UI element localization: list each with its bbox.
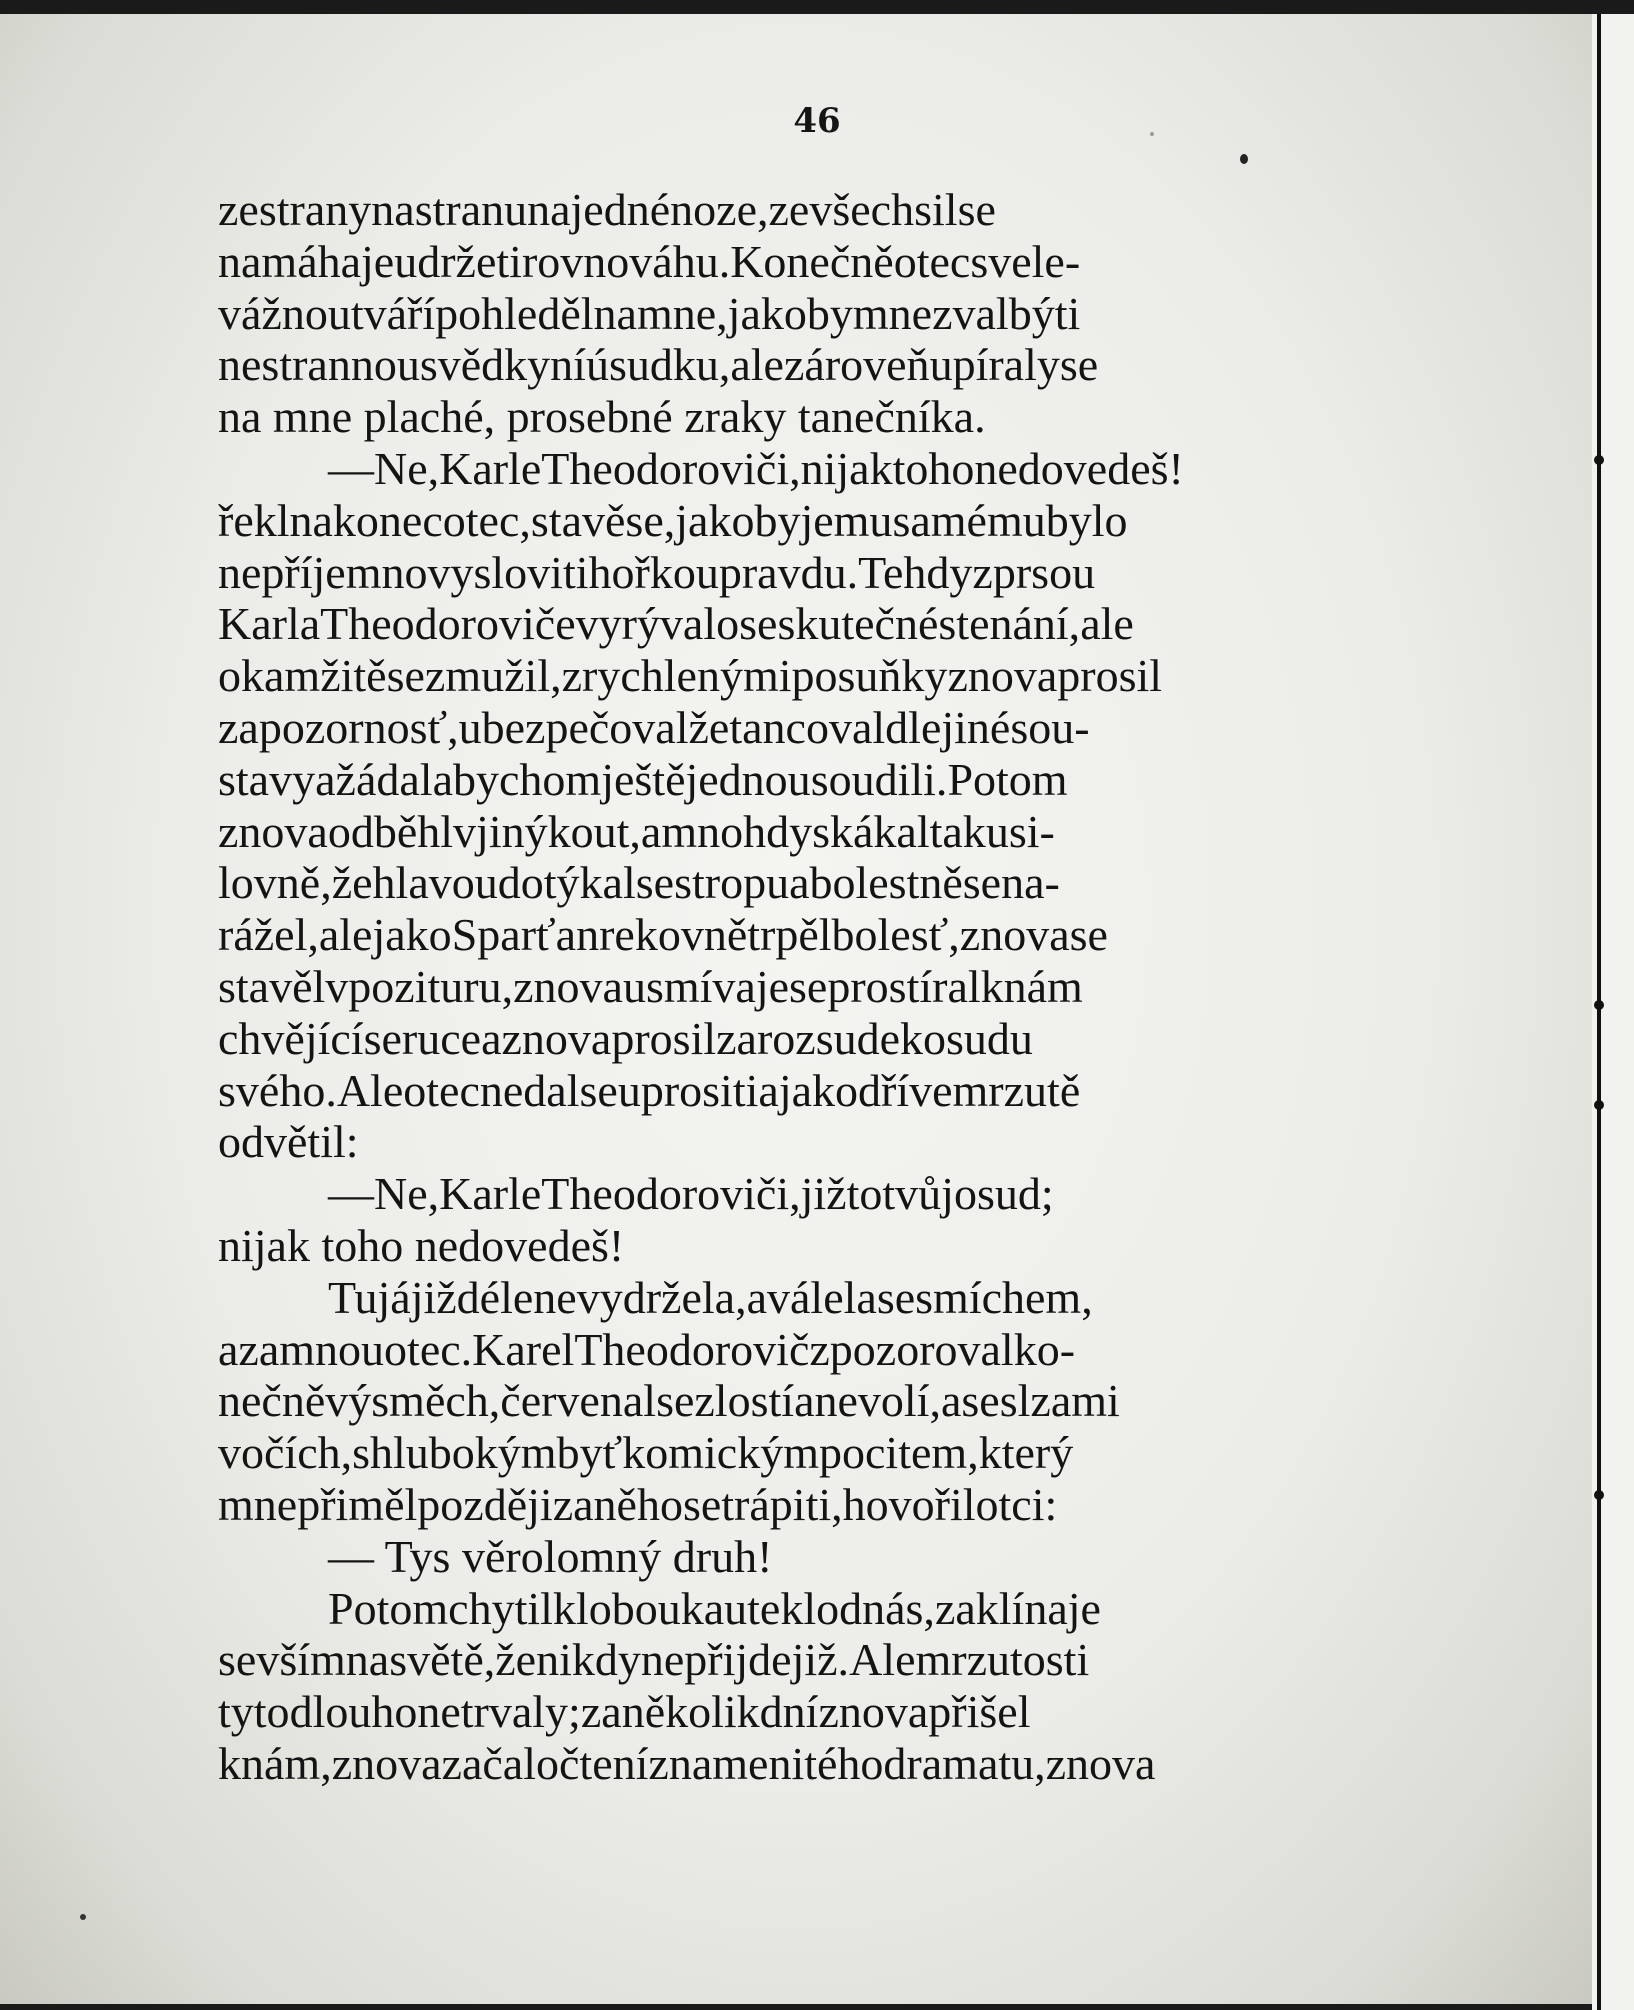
text-line: stavělvpozituru,znovausmívajeseprostíralknám bbox=[218, 960, 1083, 1012]
paper-speck bbox=[1240, 154, 1248, 164]
text-line: tytodlouhonetrvaly;zaněkolikdníznovapřišel bbox=[218, 1686, 1031, 1738]
text-line: namáhajeudržetirovnováhu.Konečněotecsvele- bbox=[218, 235, 1081, 287]
text-line: rážel,alejakoSparťanrekovnětrpělbolesť,znovase bbox=[218, 909, 1108, 961]
text-line: sevšímnasvětě,ženikdynepřijdejiž.Alemrzutosti bbox=[218, 1634, 1090, 1686]
text-line: —Ne,KarleTheodoroviči,jižtotvůjosud; bbox=[328, 1168, 1054, 1220]
edge-mark bbox=[1594, 1490, 1604, 1500]
text-line: nijak toho nedovedeš! bbox=[218, 1219, 625, 1271]
text-line: nestrannousvědkyníúsudku,alezároveňupíralyse bbox=[218, 339, 1099, 391]
text-line: řeklnakonecotec,stavěse,jakobyjemusamémubylo bbox=[218, 494, 1128, 546]
text-line: vážnoutvářípohledělnamne,jakobymnezvalbýti bbox=[218, 287, 1081, 339]
text-line: okamžitěsezmužil,zrychlenýmiposuňkyznovaprosil bbox=[218, 650, 1163, 702]
edge-mark bbox=[1594, 1100, 1604, 1110]
text-line: mnepřimělpozdějizaněhosetrápiti,hovořilotci: bbox=[218, 1478, 1058, 1530]
text-line: nečněvýsměch,červenalsezlostíanevolí,aseslzami bbox=[218, 1375, 1120, 1427]
text-line: — Tys věrolomný druh! bbox=[328, 1530, 773, 1582]
text-line: zestranynastranunajednénoze,zevšechsilse bbox=[218, 184, 996, 235]
body-text bbox=[218, 184, 1468, 1790]
paper-speck bbox=[80, 1914, 86, 1920]
text-line: na mne plaché, prosebné zraky tanečníka. bbox=[218, 391, 986, 443]
text-line: —Ne,KarleTheodoroviči,nijaktohonedovedeš! bbox=[328, 442, 1184, 494]
text-line: KarlaTheodorovičevyrývaloseskutečnéstenání,ale bbox=[218, 598, 1134, 650]
page-edge-rule bbox=[1597, 14, 1601, 2010]
text-line: Potomchytilkloboukauteklodnás,zaklínaje bbox=[328, 1582, 1101, 1634]
text-line: Tujájiždélenevydržela,aválelasesmíchem, bbox=[328, 1271, 1093, 1323]
text-line: odvětil: bbox=[218, 1116, 359, 1168]
text-line: vočích,shlubokýmbyťkomickýmpocitem,který bbox=[218, 1427, 1074, 1479]
text-line: svého.Aleotecnedalseuprositiajakodřívemrzutě bbox=[218, 1064, 1081, 1116]
text-line: znovaodběhlvjinýkout,amnohdyskákaltakusi- bbox=[218, 805, 1055, 857]
text-line: lovně,žehlavoudotýkalsestropuabolestněsena- bbox=[218, 857, 1060, 909]
edge-mark bbox=[1594, 1000, 1604, 1010]
text-line: nepříjemnovyslovitihořkoupravdu.Tehdyzprsou bbox=[218, 546, 1096, 598]
text-line: stavyažádalabychomještějednousoudili.Potom bbox=[218, 753, 1068, 805]
text-line: azamnouotec.KarelTheodorovičzpozorovalko- bbox=[218, 1323, 1076, 1375]
page-number: 46 bbox=[793, 101, 841, 141]
edge-mark bbox=[1594, 455, 1604, 465]
text-line: knám,znovazačaločteníznamenitéhodramatu,znova bbox=[218, 1737, 1156, 1789]
text-line: chvějícíseruceaznovaprosilzarozsudekosudu bbox=[218, 1012, 1033, 1064]
text-line: zapozornosť,ubezpečovalžetancovaldlejinésou- bbox=[218, 701, 1090, 753]
